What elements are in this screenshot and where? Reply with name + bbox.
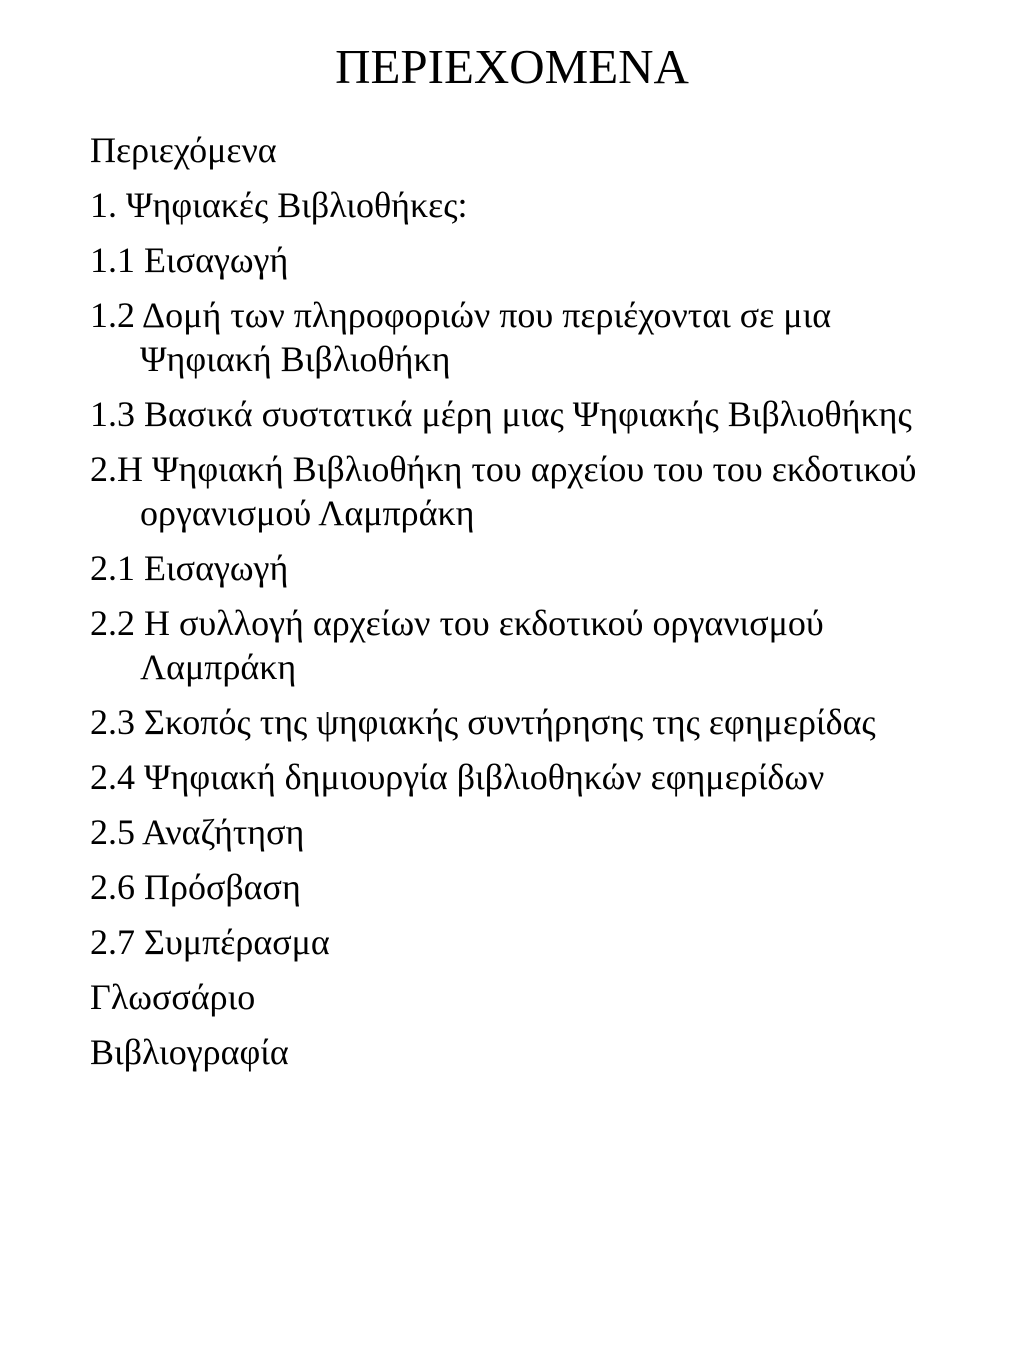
toc-item: 2.7 Συμπέρασμα — [90, 922, 330, 962]
table-of-contents — [90, 128, 950, 1085]
toc-item: 2.5 Αναζήτηση — [90, 812, 305, 852]
toc-item: Βιβλιογραφία — [90, 1032, 289, 1072]
page-title: ΠΕΡΙΕΧΟΜΕΝΑ — [335, 39, 689, 94]
toc-item: 2.1 Εισαγωγή — [90, 548, 289, 588]
toc-item: Γλωσσάριο — [90, 977, 256, 1017]
toc-item: 2.2 Η συλλογή αρχείων του εκδοτικού οργανισμού Λαμπράκη — [90, 603, 824, 687]
toc-item: 1.2 Δομή των πληροφοριών που περιέχονται σε μια Ψηφιακή Βιβλιοθήκη — [90, 295, 832, 379]
toc-item: 1.3 Βασικά συστατικά μέρη μιας Ψηφιακής Βιβλιοθήκης — [90, 394, 912, 434]
toc-item: Περιεχόμενα — [90, 130, 277, 170]
toc-item: 2.4 Ψηφιακή δημιουργία βιβλιοθηκών εφημερίδων — [90, 757, 825, 797]
toc-item: 2.6 Πρόσβαση — [90, 867, 301, 907]
toc-item: 2.Η Ψηφιακή Βιβλιοθήκη του αρχείου του του εκδοτικού οργανισμού Λαμπράκη — [90, 449, 917, 533]
toc-item: 2.3 Σκοπός της ψηφιακής συντήρησης της εφημερίδας — [90, 702, 876, 742]
toc-item: 1.1 Εισαγωγή — [90, 240, 289, 280]
toc-item: 1. Ψηφιακές Βιβλιοθήκες: — [90, 185, 468, 225]
